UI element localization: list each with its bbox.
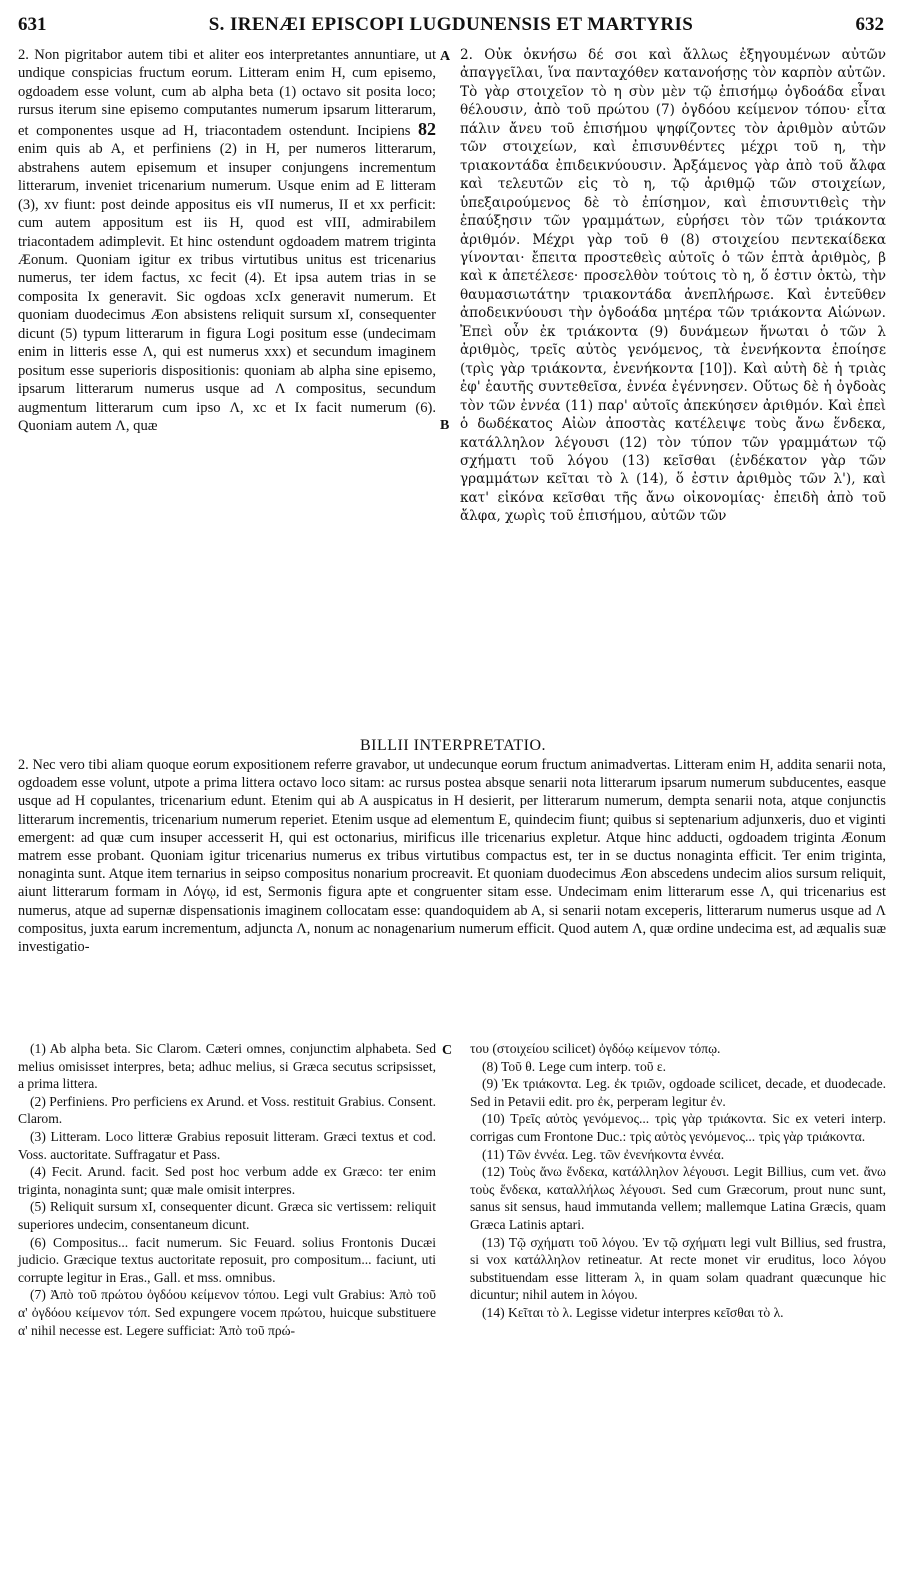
footnotes-right	[470, 1040, 886, 1322]
latin-text-part-2: enim quis ab A, et perfiniens (2) in H, per numeros litterarum, abstrahens autem episemum et insuper conjungens incrementum litterarum, inveniet tricenarium numerum. Usque enim ad E litteram (3), xv fiunt: post deinde appositus eis vII numerus, II et xx perficit: cum autem appositum est iis H, quod est vIII, admirabilem triacontadem adimplevit. Et hinc ostendunt ogdoadem matrem triginta Æonum. Quoniam igitur ex tribus virtutibus unitus est tricenarius numerus, ter idem factus, xc fecit (4). Et ipsa autem trias in se composita Ix generavit. Sic ogdoas xcIx generavit numerum. Et quoniam duodecimus Æon absistens reliquit sursum xI, consequenter dicunt (5) typum litterarum in figura Logi positum esse (undecimam enim in litteris esse Λ, qui est numerus xxx) et secundum imaginem positum esse superioris dispositionis: quoniam ab alpha sine episemo, ipsarum litterarum numerus usque ad Λ compositus, secundum augmentum litterarum cum ipso Λ, xc et Ix facit numerum (6). Quoniam autem Λ, quæ	[18, 141, 436, 435]
running-header	[18, 14, 884, 40]
footnote: (7) Ἀπὸ τοῦ πρώτου ὀγδόου κείμενον τόπου. Legi vult Grabius: Ἀπὸ τοῦ α' ὀγδόου κείμενον τόπ. Sed expungere vocem πρώτου, huicque substituere α' nihil necesse est. Legere sufficiat: Ἀπὸ τοῦ πρώ-	[18, 1287, 436, 1338]
latin-column	[18, 46, 436, 436]
running-title: S. IRENÆI EPISCOPI LUGDUNENSIS ET MARTYRIS	[208, 14, 694, 35]
margin-letter-c: C	[442, 1043, 453, 1058]
footnotes-left	[18, 1040, 436, 1339]
greek-column: 2. Οὐκ ὀκνήσω δέ σοι καὶ ἄλλως ἐξηγουμένων αὐτῶν ἀπαγγεῖλαι, ἵνα πανταχόθεν κατανοήσῃς τὸν καρπὸν αὐτῶν. Τὸ γὰρ στοιχεῖον τὸ η σὺν μὲν τῷ ἐπισήμῳ ὀγδοάδα εἶναι θέλουσιν, ἀπὸ τοῦ πρώτου (7) ὀγδόου κείμενον τόπου· εἶτα πάλιν ἄνευ τοῦ ἐπισήμου ψηφίζοντες τὸν ἀριθμὸν αὐτῶν τῶν στοιχείων, καὶ ἐπισυνθέντες μέχρι τοῦ η, τὴν τριακοντάδα ἐπιδεικνύουσιν. Ἀρξάμενος γὰρ ἀπὸ τοῦ ἄλφα καὶ τελευτῶν εἰς τὸ η, τῷ ἀριθμῷ τῶν στοιχείων, ὑπεξαιρούμενος δὲ τὸ ἐπίσημον, καὶ ἐπισυντιθεὶς τὴν ἐπαύξησιν τῶν γραμμάτων, εὑρήσει τὸν τῶν τριάκοντα ἀριθμόν. Μέχρι γὰρ τοῦ θ (8) στοιχείου πεντεκαίδεκα γίνονται· ἔπειτα προστεθεὶς αὐτοῖς ὁ τῶν ἑπτὰ ἀριθμὸς, β καὶ κ ἀπετέλεσε· προσελθὸν τούτοις τὸ η, ὅ ἐστιν ὀκτὼ, τὴν θαυμασιωτάτην τριακοντάδα ἀνεπλήρωσε. Καὶ ἐντεῦθεν ἀποδεικνύουσι τὴν ὀγδοάδα μητέρα τῶν τριάκοντα Αἰώνων. Ἐπεὶ οὖν ἐκ τριάκοντα (9) δυνάμεων ἥνωται ὁ τῶν λ ἀριθμὸς, τρεῖς αὐτὸς γενόμενος, τὰ ἐνενήκοντα ἐποίησε (τρὶς γὰρ τριάκοντα, ἐνενήκοντα [10]). Καὶ αὐτὴ δὲ ἡ τριὰς ἐφ' ἑαυτῆς συντεθεῖσα, ἐννέα ἐγέννησεν. Οὕτως δὲ ἡ ὀγδοὰς τὸν τῶν ἐννέα (11) παρ' αὐτοῖς ἀπεκύησεν ἀριθμόν. Καὶ ἐπεὶ ὁ δωδέκατος Αἰὼν ἀποστὰς κατέλειψε τοὺς ἄνω ἕνδεκα, κατάλληλον λέγουσι (12) τὸν τύπον τῶν γραμμάτων τῷ σχήματι τοῦ λόγου (13) κεῖσθαι (ἑνδέκατον γὰρ τῶν γραμμάτων κεῖται τὸ λ (14), ὅ ἐστιν ἀριθμὸς τῶν λ'), καὶ κατ' εἰκόνα κεῖσθαι τῆς ἄνω οἰκονομίας· ἐπειδὴ ἀπὸ τοῦ ἄλφα, χωρὶς τοῦ ἐπισήμου, αὐτῶν τῶν	[460, 47, 886, 525]
page-number-right: 632	[855, 14, 884, 35]
footnote: (13) Τῷ σχήματι τοῦ λόγου. Ἐν τῷ σχήματι legi vult Billius, sed frustra, si vox κατάλληλον retineatur. At recte monet vir eruditus, loco λόγου substituendam esse litteram λ, in quam solam quadrant quæcunque hic dicuntur; nihil autem in λόγου.	[470, 1234, 886, 1303]
latin-text-part-1: 2. Non pigritabor autem tibi et aliter eos interpretantes annuntiare, ut undique conspicias fructum eorum. Litteram enim H, cum episemo, ogdoadem esse volunt, cum ab alpha beta (1) octavo sit posita loco; rursus iterum sine episemo computantes numerum ipsarum litterarum, et componentes usque ad H, triacontadem ostendunt. Incipiens	[18, 47, 436, 139]
footnote: (4) Fecit. Arund. facit. Sed post hoc verbum adde ex Græco: ter enim triginta, nonaginta sunt; quæ male omisit interpres.	[18, 1164, 436, 1197]
footnote: (1) Ab alpha beta. Sic Clarom. Cæteri omnes, conjunctim alphabeta. Sed melius omisisset interpres, beta; adhuc melius, si Græca secutus scripsisset, a prima littera.	[18, 1041, 436, 1092]
section-title: BILLII INTERPRETATIO.	[359, 737, 547, 754]
margin-letter-a: A	[440, 49, 451, 64]
footnote: (14) Κεῖται τὸ λ. Legisse videtur interpres κεῖσθαι τὸ λ.	[482, 1304, 784, 1320]
footnote: (2) Perfiniens. Pro perficiens ex Arund. et Voss. restituit Grabius. Consent. Clarom.	[18, 1093, 436, 1127]
footnote: του (στοιχείου scilicet) ὀγδόῳ κείμενον τόπῳ.	[470, 1041, 721, 1056]
footnote: (11) Τῶν ἐννέα. Leg. τῶν ἐνενήκοντα ἐννέα.	[482, 1146, 725, 1162]
margin-letter-b: B	[440, 418, 450, 433]
footnote: (8) Τοῦ θ. Lege cum interp. τοῦ ε.	[482, 1058, 666, 1074]
footnote: (3) Litteram. Loco litteræ Grabius reposuit litteram. Græci textus et cod. Voss. auctoritate. Suffragatur et Pass.	[18, 1128, 436, 1162]
footnote: (5) Reliquit sursum xI, consequenter dicunt. Græca sic vertissem: reliquit superiores undecim, consentaneum dicunt.	[18, 1199, 436, 1232]
footnote: (12) Τοὺς ἄνω ἕνδεκα, κατάλληλον λέγουσι. Legit Billius, cum vet. ἄνω τοὺς ἕνδεκα, καταλλήλως λέγουσι. Sed cum Græcorum, prout nunc sunt, sanus sit sensus, haud immutanda vellem; mallemque Latina Græcis, quam Græca Latinis aptari.	[470, 1164, 886, 1232]
page-number-left: 631	[18, 14, 47, 35]
footnote: (10) Τρεῖς αὐτὸς γενόμενος... τρὶς γὰρ τριάκοντα. Sic ex veteri interp. corrigas cum Frontone Duc.: τρὶς αὐτὸς γενόμενος... τρὶς γὰρ τριάκοντα.	[470, 1111, 886, 1144]
column-number-marker: 82	[418, 118, 436, 139]
bilius-interpretation: 2. Nec vero tibi aliam quoque eorum expositionem referre gravabor, ut undecunque eorum fructum animadvertas. Litteram enim H, addita senarii nota, ogdoadem esse volunt, utpote a prima littera octavo loco sitam: ac rursus postea absque senarii nota litterarum ipsarum numerum subducentes, easque usque ad H copulantes, tricenarium edunt. Etenim qui ab A auspicatus in H desierit, per litterarum numerum, dempta senarii nota, atque conjunctis litterarum incrementis, tricenarium numerum reperiet. Etenim usque ad elementum E, quindecim fiunt; quibus si septenarium adjunxeris, duo et viginti emergent: ad quæ cum insuper accesserit H, qui est octonarius, mirificus ille tricenarius expletur. Atque hinc adducti, ogdoadem triginta Æonum matrem esse probant. Quoniam igitur tricenarius numerus ex tribus virtutibus compactus est, ter in se ductus nonaginta efficit. Ter enim triginta, nonaginta sunt. Atque item ternarius in seipso compositus nonarium procreavit. Et quoniam duodecimus Æon abscedens undecim alios sursum reliquit, aiunt litterarum formam in Λόγῳ, id est, Sermonis figura apte et congruenter sitam esse. Undecimam enim litterarum esse Λ, qui tricenarius est numerus, atque ad supernæ dispensationis imaginem collocatam esse: quandoquidem ab A, si senarii notam exceperis, litterarum numerus usque ad Λ compositus, juxta earum incrementum, adjuncta Λ, nonum ac nonagenarium numerum efficit. Quod autem Λ, quæ ordine undecima est, ad æqualis suæ investigatio-	[18, 757, 886, 956]
footnote: (9) Ἐκ τριάκοντα. Leg. ἐκ τριῶν, ogdoade scilicet, decade, et duodecade. Sed in Petavii edit. pro ἐκ, perperam legitur ἐν.	[470, 1076, 886, 1109]
footnote: (6) Compositus... facit numerum. Sic Feuard. solius Frontonis Ducæi judicio. Græcique textus auctoritate reposuit, pro compositum... faciunt, uti corrupte legitur in Eras., Gall. et mss. omnibus.	[18, 1234, 436, 1285]
